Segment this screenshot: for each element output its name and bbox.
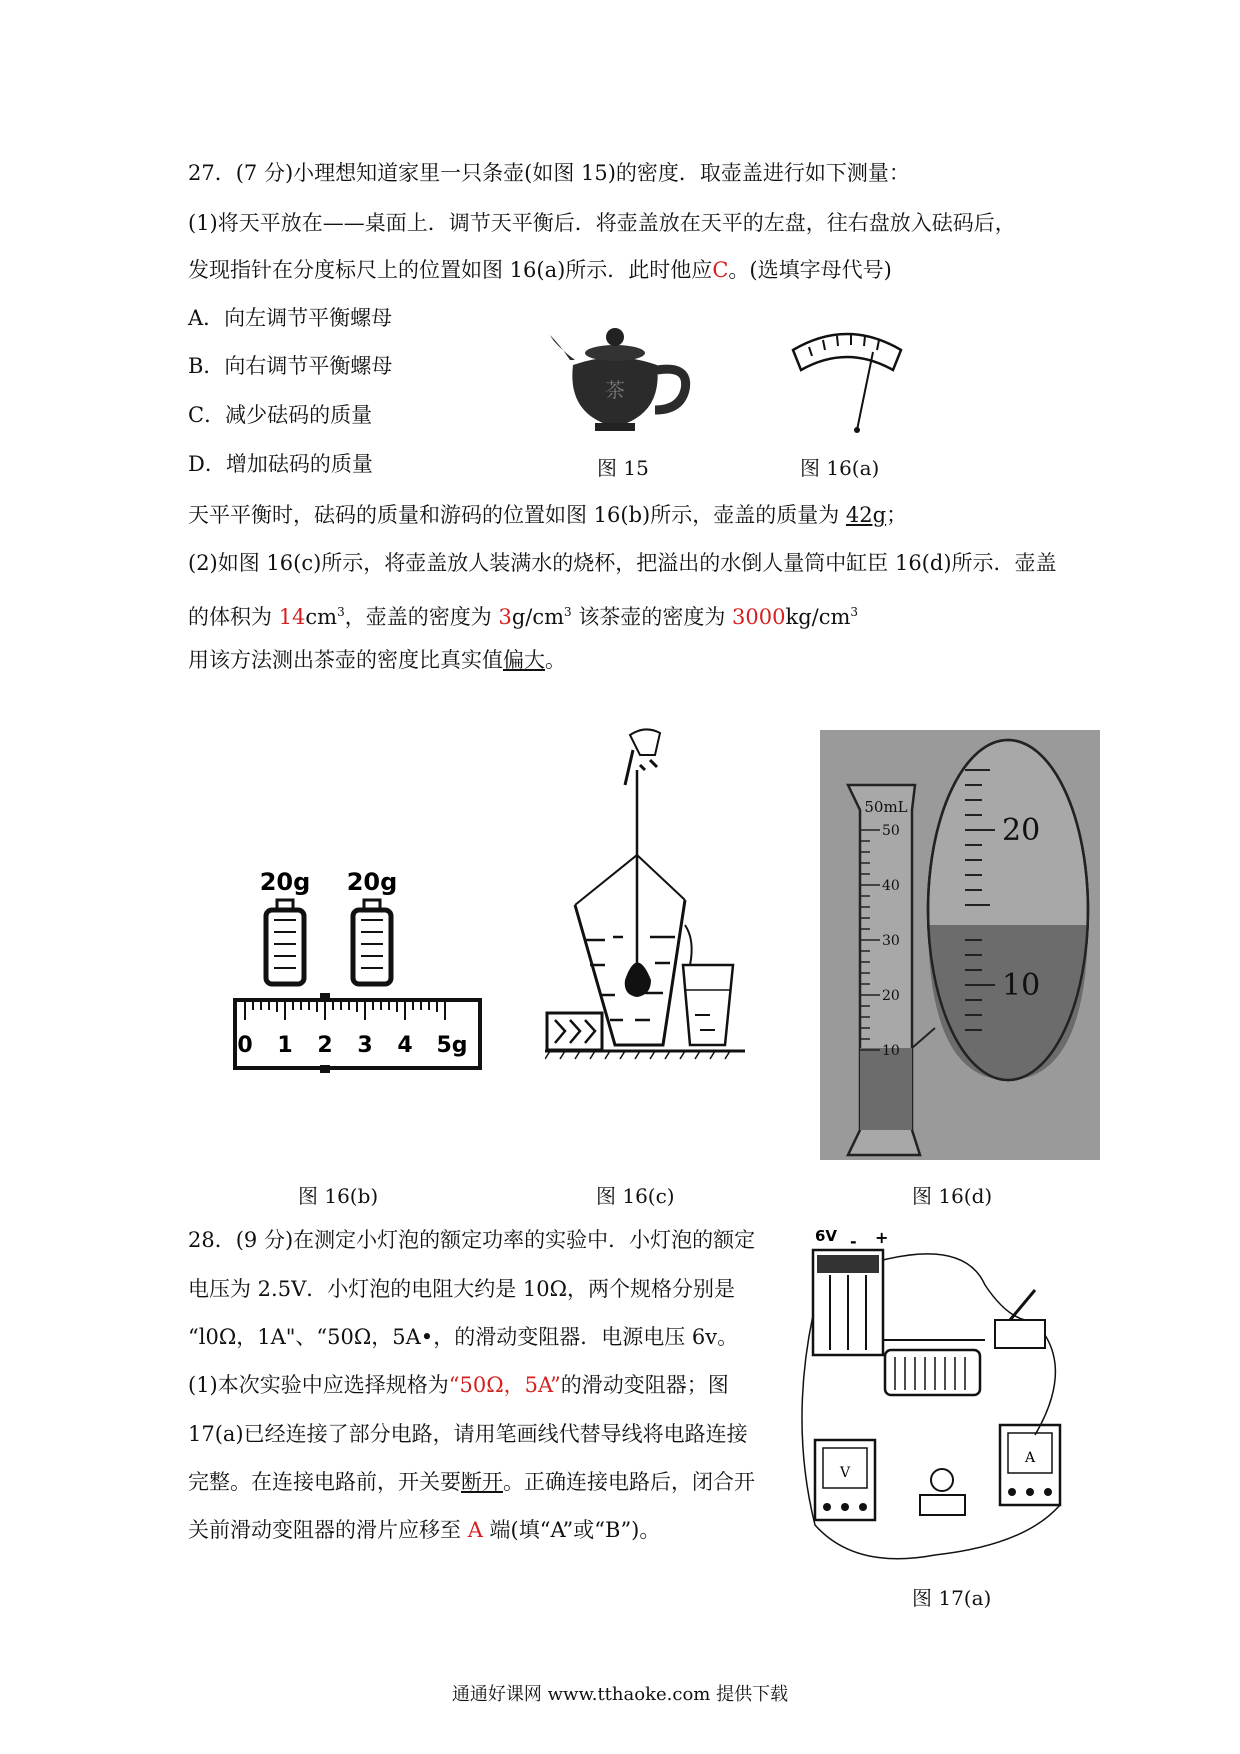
q28-l1: 28．(9 分)在测定小灯泡的额定功率的实验中．小灯泡的额定: [188, 1228, 756, 1252]
battery-minus: -: [850, 1232, 857, 1251]
q27-p5-unit2: g/cm: [511, 605, 565, 629]
option-c: C．减少砝码的质量: [188, 403, 373, 427]
teapot-figure: [545, 315, 695, 435]
q27-p4: (2)如图 16(c)所示，将壶盖放人装满水的烧杯，把溢出的水倒人量筒中缸臣 16(d)所示．壶盖: [188, 551, 1057, 575]
q27-p6-tail: 。: [545, 648, 566, 672]
ruler-0: 0: [237, 1033, 253, 1058]
q27-p3-tail: ；: [886, 503, 908, 527]
q27-p5-f: 该茶壶的密度为: [571, 605, 733, 629]
q28-l6-tail: 。正确连接电路后，闭合开: [503, 1470, 755, 1494]
sup-c: 3: [850, 605, 859, 619]
q27-answer-1: C: [712, 258, 729, 282]
q28-l7-tail: 端(填“A”或“B”)。: [482, 1518, 661, 1542]
q27-answer-volume: 14: [278, 605, 306, 629]
beaker-overflow-figure: [545, 725, 745, 1070]
q27-stem: 27．(7 分)小理想知道家里一只条壶(如图 15)的密度．取壶盖进行如下测量：: [188, 161, 910, 185]
cyl-tick-10: 10: [882, 1043, 900, 1059]
cyl-tick-40: 40: [882, 878, 900, 894]
q27-p6-text: 用该方法测出茶壶的密度比真实值: [188, 648, 503, 672]
meter-a-label: A: [1024, 1450, 1036, 1466]
cylinder-title: 50mL: [864, 798, 908, 816]
q28-l3: “l0Ω，1A"、“50Ω，5A•，的滑动变阻器．电源电压 6v。: [188, 1325, 739, 1349]
meter-v-label: V: [839, 1465, 851, 1481]
ruler-4: 4: [397, 1033, 413, 1058]
mag-tick-20: 20: [1002, 813, 1041, 848]
q28-answer-rheostat: “50Ω，5A”: [448, 1373, 561, 1397]
weight-label-1: 20g: [259, 868, 311, 896]
q28-l7: [188, 1515, 660, 1545]
q27-answer-density: 3: [498, 605, 512, 629]
cyl-tick-20: 20: [882, 988, 900, 1004]
q27-p3: [188, 500, 907, 530]
ruler-2: 2: [317, 1033, 333, 1058]
mag-tick-10: 10: [1002, 968, 1041, 1003]
q27-p5-unit1: cm: [305, 605, 338, 629]
footer-text: 通通好课网 www.tthaoke.com 提供下载: [451, 1684, 789, 1705]
q27-answer-density2: 3000: [732, 605, 786, 629]
caption-fig16a: 图 16(a): [800, 456, 880, 480]
q28-l4-text: (1)本次实验中应选择规格为: [188, 1373, 449, 1397]
circuit-figure: [795, 1225, 1075, 1580]
weights-ruler-figure: [230, 860, 490, 1080]
caption-fig16c: 图 16(c): [596, 1184, 675, 1208]
sup-a: 3: [337, 605, 345, 619]
q27-answer-mass: 42g: [845, 503, 887, 527]
measuring-cylinder-figure: [820, 730, 1100, 1160]
q27-p2-tail: 。(选填字母代号): [728, 258, 892, 282]
q28-l7-text: 关前滑动变阻器的滑片应移至: [188, 1518, 468, 1542]
cyl-tick-50: 50: [882, 823, 900, 839]
q27-p5-a: 的体积为: [188, 605, 279, 629]
q27-answer-bias: 偏大: [503, 648, 545, 672]
battery-plus: +: [875, 1228, 889, 1247]
q28-l6: [188, 1467, 755, 1497]
caption-fig15: 图 15: [597, 456, 649, 480]
option-d: D．增加砝码的质量: [188, 452, 373, 476]
q27-p5-unit3: kg/cm: [785, 605, 851, 629]
option-a: A．向左调节平衡螺母: [188, 306, 393, 330]
q27-p2-text: 发现指针在分度标尺上的位置如图 16(a)所示．此时他应: [188, 258, 713, 282]
ruler-5: 5g: [436, 1033, 468, 1058]
ruler-3: 3: [357, 1033, 373, 1058]
q28-l6-text: 完整。在连接电路前，开关要: [188, 1470, 461, 1494]
q28-answer-switch: 断开: [461, 1470, 503, 1494]
option-b: B．向右调节平衡螺母: [188, 354, 393, 378]
q27-p6: [188, 645, 566, 675]
weight-label-2: 20g: [346, 868, 398, 896]
cyl-tick-30: 30: [882, 933, 900, 949]
caption-fig16d: 图 16(d): [912, 1184, 993, 1208]
caption-fig16b: 图 16(b): [298, 1184, 379, 1208]
q27-p5: [188, 597, 858, 632]
sup-b: 3: [564, 605, 572, 619]
q27-p2: [188, 255, 892, 285]
q28-l5: 17(a)已经连接了部分电路，请用笔画线代替导线将电路连接: [188, 1422, 748, 1446]
q28-l4-tail: 的滑动变阻器；图: [560, 1373, 729, 1397]
caption-fig17a: 图 17(a): [912, 1586, 992, 1610]
q28-l2: 电压为 2.5V．小灯泡的电阻大约是 10Ω，两个规格分别是: [188, 1277, 736, 1301]
teapot-char: 茶: [605, 378, 625, 402]
q28-answer-end: A: [467, 1518, 483, 1542]
pointer-scale-figure: [785, 322, 915, 437]
q27-p3-text: 天平平衡时，砝码的质量和游码的位置如图 16(b)所示，壶盖的质量为: [188, 503, 846, 527]
q27-p5-c: ，壶盖的密度为: [344, 605, 499, 629]
battery-label: 6V: [815, 1227, 838, 1245]
q27-p1: (1)将天平放在——桌面上．调节天平衡后．将壶盖放在天平的左盘，往右盘放入砝码后，: [188, 211, 1016, 235]
ruler-1: 1: [277, 1033, 293, 1058]
q28-l4: [188, 1370, 729, 1400]
